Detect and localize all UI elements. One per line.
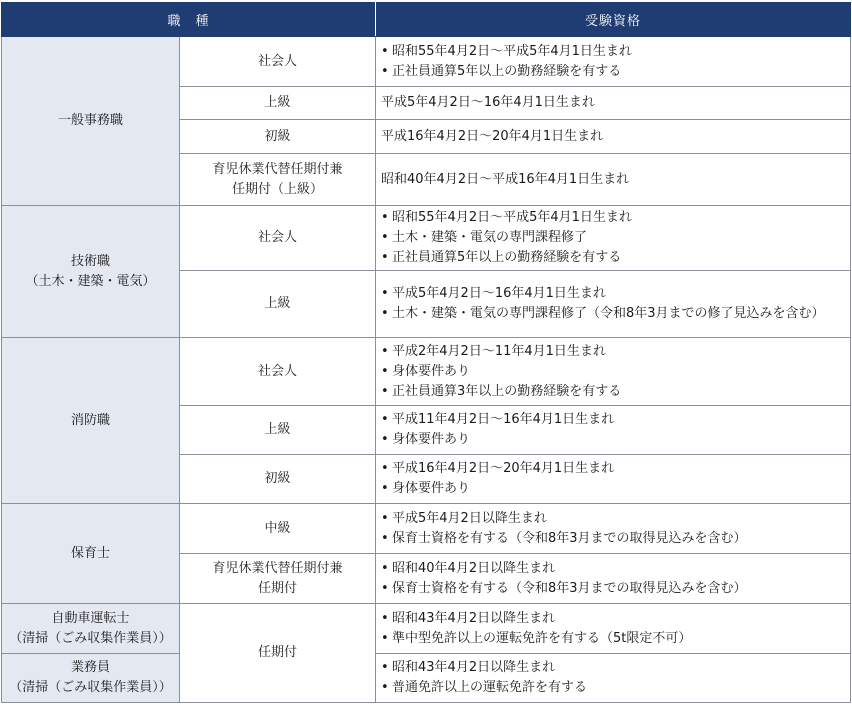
header-job-type: 職 種 [2, 3, 376, 37]
category-firefighter: 消防職 [2, 338, 180, 504]
qualification-cell [376, 37, 851, 87]
qualification-text: 平成16年4月2日～20年4月1日生まれ [376, 120, 851, 154]
qualification-item: • 平成5年4月2日～16年4月1日生まれ [381, 284, 844, 304]
qualification-item: • 正社員通算3年以上の勤務経験を有する [381, 382, 844, 402]
level-label [180, 154, 376, 206]
qualification-item: • 土木・建築・電気の専門課程修了（令和8年3月までの修了見込みを含む） [381, 304, 844, 324]
qualification-item: • 昭和43年4月2日以降生まれ [381, 658, 844, 678]
qualification-cell [376, 554, 851, 604]
qualification-item: • 普通免許以上の運転免許を有する [381, 678, 844, 698]
qualification-cell [376, 504, 851, 554]
qualification-item: • 昭和43年4月2日以降生まれ [381, 609, 844, 629]
level-label: 任期付 [180, 604, 376, 703]
qualification-cell [376, 604, 851, 654]
category-driver [2, 604, 180, 654]
qualification-item: • 身体要件あり [381, 479, 844, 499]
category-line: 技術職 [70, 253, 110, 269]
level-line: 任期付 [258, 580, 298, 596]
level-label: 社会人 [180, 206, 376, 271]
qualification-item: • 昭和55年4月2日～平成5年4月1日生まれ [381, 42, 844, 62]
table-row [2, 37, 851, 87]
category-technical [2, 206, 180, 338]
table-row [2, 504, 851, 554]
qualification-item: • 平成16年4月2日～20年4月1日生まれ [381, 459, 844, 479]
qualification-item: • 土木・建築・電気の専門課程修了 [381, 228, 844, 248]
qualification-item: • 身体要件あり [381, 430, 844, 450]
table-row [2, 654, 851, 703]
level-label: 上級 [180, 271, 376, 338]
qualification-text: 平成5年4月2日～16年4月1日生まれ [376, 87, 851, 120]
category-line: 業務員 [70, 660, 110, 675]
level-line: 任期付（上級） [232, 181, 324, 197]
level-label: 初級 [180, 455, 376, 504]
qualification-cell [376, 654, 851, 703]
level-label: 社会人 [180, 37, 376, 87]
qualification-item: • 平成5年4月2日以降生まれ [381, 509, 844, 529]
level-label: 上級 [180, 87, 376, 120]
category-line: 自動車運転士 [51, 610, 130, 626]
qualification-item: • 平成11年4月2日～16年4月1日生まれ [381, 410, 844, 430]
header-qualification: 受験資格 [376, 3, 851, 37]
qualification-item: • 昭和55年4月2日～平成5年4月1日生まれ [381, 208, 844, 228]
category-line: （土木・建築・電気） [25, 273, 156, 289]
category-line: （清掃（ごみ収集作業員）） [9, 680, 172, 695]
level-line: 育児休業代替任期付兼 [212, 560, 343, 576]
level-label [180, 554, 376, 604]
qualification-cell [376, 338, 851, 406]
level-label: 社会人 [180, 338, 376, 406]
qualification-item: • 平成2年4月2日～11年4月1日生まれ [381, 342, 844, 362]
qualification-item: • 準中型免許以上の運転免許を有する（5t限定不可） [381, 629, 844, 649]
level-label: 上級 [180, 406, 376, 455]
qualification-cell [376, 455, 851, 504]
qualification-cell [376, 271, 851, 338]
category-nursery-teacher: 保育士 [2, 504, 180, 604]
table-row [2, 206, 851, 271]
level-label: 初級 [180, 120, 376, 154]
qualification-table [1, 2, 851, 703]
qualification-item: • 正社員通算5年以上の勤務経験を有する [381, 62, 844, 82]
table-row [2, 338, 851, 406]
category-general-worker [2, 654, 180, 703]
category-line: （清掃（ごみ収集作業員）） [9, 630, 172, 646]
qualification-item: • 保育士資格を有する（令和8年3月までの取得見込みを含む） [381, 529, 844, 549]
qualification-item: • 正社員通算5年以上の勤務経験を有する [381, 248, 844, 268]
qualification-item: • 昭和40年4月2日以降生まれ [381, 559, 844, 579]
qualification-text: 昭和40年4月2日～平成16年4月1日生まれ [376, 154, 851, 206]
qualification-cell [376, 206, 851, 271]
category-general-clerical: 一般事務職 [2, 37, 180, 206]
qualification-item: • 保育士資格を有する（令和8年3月までの取得見込みを含む） [381, 579, 844, 599]
table-header-row [2, 3, 851, 37]
level-label: 中級 [180, 504, 376, 554]
qualification-item: • 身体要件あり [381, 362, 844, 382]
qualification-cell [376, 406, 851, 455]
level-line: 育児休業代替任期付兼 [212, 161, 343, 177]
table-row [2, 604, 851, 654]
